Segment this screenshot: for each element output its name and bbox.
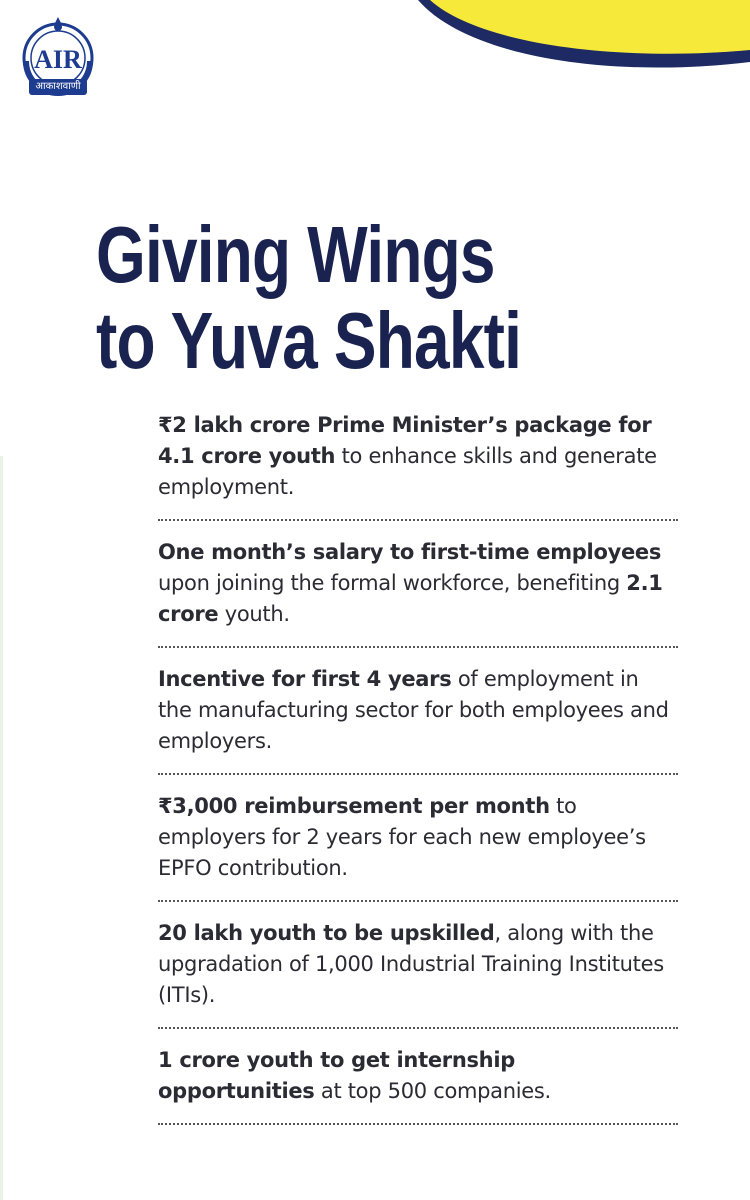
feature-list [158, 410, 678, 1141]
svg-text:AIR: AIR [34, 45, 82, 74]
list-item [158, 791, 678, 902]
title-line-2: to Yuva Shakti [96, 296, 522, 385]
item-highlight: ₹3,000 reimbursement per month [158, 794, 550, 818]
item-text: , along with the upgradation of 1,000 Industrial Training Institutes (ITIs). [158, 921, 664, 1007]
title-line-1: Giving Wings [96, 210, 495, 299]
list-item [158, 1045, 678, 1125]
item-highlight: 2.1 crore [158, 571, 663, 626]
item-text: to employers for 2 years for each new employee’s EPFO contribution. [158, 794, 646, 880]
yellow-corner-decoration [0, 0, 750, 110]
item-text: youth. [218, 602, 290, 626]
item-highlight: One month’s salary to first-time employees [158, 540, 662, 564]
list-item [158, 410, 678, 521]
page-title [96, 212, 544, 384]
item-text: upon joining the formal workforce, benefiting [158, 571, 627, 595]
left-edge-stripe [0, 0, 3, 1200]
item-text: at top 500 companies. [314, 1079, 551, 1103]
item-text: to enhance skills and generate employment. [158, 444, 657, 499]
logo-caption: आकाशवाणी [29, 79, 87, 95]
item-highlight: Incentive for first 4 years [158, 667, 452, 691]
list-item [158, 918, 678, 1029]
item-highlight: ₹2 lakh crore Prime Minister’s package for 4.1 crore youth [158, 413, 652, 468]
air-logo [14, 13, 102, 105]
item-highlight: 1 crore youth to get internship opportunities [158, 1048, 515, 1103]
item-text: of employment in the manufacturing sector for both employees and employers. [158, 667, 669, 753]
list-item [158, 664, 678, 775]
item-highlight: 20 lakh youth to be upskilled [158, 921, 495, 945]
list-item [158, 537, 678, 648]
